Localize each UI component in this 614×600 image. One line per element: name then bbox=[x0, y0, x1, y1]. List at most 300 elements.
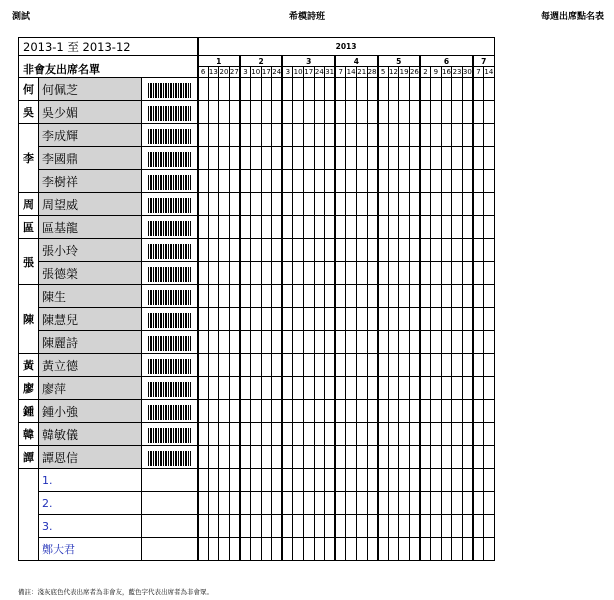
attendance-cell[interactable] bbox=[303, 216, 314, 239]
attendance-cell[interactable] bbox=[367, 538, 378, 561]
attendance-cell[interactable] bbox=[378, 216, 389, 239]
attendance-cell[interactable] bbox=[473, 308, 484, 331]
attendance-cell[interactable] bbox=[378, 446, 389, 469]
attendance-cell[interactable] bbox=[346, 446, 357, 469]
attendance-cell[interactable] bbox=[325, 216, 336, 239]
attendance-cell[interactable] bbox=[388, 78, 399, 101]
attendance-cell[interactable] bbox=[325, 377, 336, 400]
attendance-cell[interactable] bbox=[208, 170, 219, 193]
attendance-cell[interactable] bbox=[335, 492, 346, 515]
attendance-cell[interactable] bbox=[282, 216, 293, 239]
attendance-cell[interactable] bbox=[240, 469, 251, 492]
attendance-cell[interactable] bbox=[335, 78, 346, 101]
attendance-cell[interactable] bbox=[462, 377, 473, 400]
attendance-cell[interactable] bbox=[219, 170, 230, 193]
attendance-cell[interactable] bbox=[399, 262, 410, 285]
attendance-cell[interactable] bbox=[229, 170, 240, 193]
attendance-cell[interactable] bbox=[198, 354, 209, 377]
attendance-cell[interactable] bbox=[452, 285, 463, 308]
attendance-cell[interactable] bbox=[420, 515, 431, 538]
attendance-cell[interactable] bbox=[208, 262, 219, 285]
attendance-cell[interactable] bbox=[452, 331, 463, 354]
attendance-cell[interactable] bbox=[261, 400, 272, 423]
attendance-cell[interactable] bbox=[335, 147, 346, 170]
attendance-cell[interactable] bbox=[346, 170, 357, 193]
attendance-cell[interactable] bbox=[250, 446, 261, 469]
attendance-cell[interactable] bbox=[208, 331, 219, 354]
attendance-cell[interactable] bbox=[325, 239, 336, 262]
attendance-cell[interactable] bbox=[484, 78, 495, 101]
attendance-cell[interactable] bbox=[240, 170, 251, 193]
attendance-cell[interactable] bbox=[261, 515, 272, 538]
attendance-cell[interactable] bbox=[473, 239, 484, 262]
attendance-cell[interactable] bbox=[261, 446, 272, 469]
attendance-cell[interactable] bbox=[431, 124, 442, 147]
attendance-cell[interactable] bbox=[367, 331, 378, 354]
attendance-cell[interactable] bbox=[409, 147, 420, 170]
attendance-cell[interactable] bbox=[367, 262, 378, 285]
attendance-cell[interactable] bbox=[388, 446, 399, 469]
attendance-cell[interactable] bbox=[272, 147, 283, 170]
attendance-cell[interactable] bbox=[431, 400, 442, 423]
attendance-cell[interactable] bbox=[314, 193, 325, 216]
attendance-cell[interactable] bbox=[452, 78, 463, 101]
attendance-cell[interactable] bbox=[388, 377, 399, 400]
attendance-cell[interactable] bbox=[346, 538, 357, 561]
attendance-cell[interactable] bbox=[431, 216, 442, 239]
attendance-cell[interactable] bbox=[303, 285, 314, 308]
attendance-cell[interactable] bbox=[240, 423, 251, 446]
attendance-cell[interactable] bbox=[356, 538, 367, 561]
attendance-cell[interactable] bbox=[240, 515, 251, 538]
attendance-cell[interactable] bbox=[409, 377, 420, 400]
attendance-cell[interactable] bbox=[314, 285, 325, 308]
attendance-cell[interactable] bbox=[293, 515, 304, 538]
attendance-cell[interactable] bbox=[219, 377, 230, 400]
attendance-cell[interactable] bbox=[409, 492, 420, 515]
attendance-cell[interactable] bbox=[367, 423, 378, 446]
attendance-cell[interactable] bbox=[356, 262, 367, 285]
attendance-cell[interactable] bbox=[356, 331, 367, 354]
attendance-cell[interactable] bbox=[282, 193, 293, 216]
attendance-cell[interactable] bbox=[473, 400, 484, 423]
attendance-cell[interactable] bbox=[261, 377, 272, 400]
attendance-cell[interactable] bbox=[303, 170, 314, 193]
attendance-cell[interactable] bbox=[335, 400, 346, 423]
attendance-cell[interactable] bbox=[272, 423, 283, 446]
attendance-cell[interactable] bbox=[272, 124, 283, 147]
attendance-cell[interactable] bbox=[250, 423, 261, 446]
attendance-cell[interactable] bbox=[399, 515, 410, 538]
attendance-cell[interactable] bbox=[431, 354, 442, 377]
attendance-cell[interactable] bbox=[452, 446, 463, 469]
attendance-cell[interactable] bbox=[473, 377, 484, 400]
attendance-cell[interactable] bbox=[229, 285, 240, 308]
attendance-cell[interactable] bbox=[367, 124, 378, 147]
attendance-cell[interactable] bbox=[229, 492, 240, 515]
attendance-cell[interactable] bbox=[473, 124, 484, 147]
attendance-cell[interactable] bbox=[314, 515, 325, 538]
attendance-cell[interactable] bbox=[293, 78, 304, 101]
attendance-cell[interactable] bbox=[335, 239, 346, 262]
attendance-cell[interactable] bbox=[462, 262, 473, 285]
attendance-cell[interactable] bbox=[261, 262, 272, 285]
attendance-cell[interactable] bbox=[462, 308, 473, 331]
attendance-cell[interactable] bbox=[431, 78, 442, 101]
attendance-cell[interactable] bbox=[229, 308, 240, 331]
attendance-cell[interactable] bbox=[219, 308, 230, 331]
attendance-cell[interactable] bbox=[356, 78, 367, 101]
attendance-cell[interactable] bbox=[240, 446, 251, 469]
attendance-cell[interactable] bbox=[272, 538, 283, 561]
attendance-cell[interactable] bbox=[198, 285, 209, 308]
attendance-cell[interactable] bbox=[441, 446, 452, 469]
attendance-cell[interactable] bbox=[399, 331, 410, 354]
attendance-cell[interactable] bbox=[240, 331, 251, 354]
attendance-cell[interactable] bbox=[399, 354, 410, 377]
attendance-cell[interactable] bbox=[303, 331, 314, 354]
attendance-cell[interactable] bbox=[335, 515, 346, 538]
attendance-cell[interactable] bbox=[208, 285, 219, 308]
attendance-cell[interactable] bbox=[272, 492, 283, 515]
attendance-cell[interactable] bbox=[388, 331, 399, 354]
attendance-cell[interactable] bbox=[198, 101, 209, 124]
attendance-cell[interactable] bbox=[314, 400, 325, 423]
attendance-cell[interactable] bbox=[473, 170, 484, 193]
attendance-cell[interactable] bbox=[261, 239, 272, 262]
attendance-cell[interactable] bbox=[198, 469, 209, 492]
attendance-cell[interactable] bbox=[473, 147, 484, 170]
attendance-cell[interactable] bbox=[441, 216, 452, 239]
attendance-cell[interactable] bbox=[420, 216, 431, 239]
attendance-cell[interactable] bbox=[378, 101, 389, 124]
attendance-cell[interactable] bbox=[208, 308, 219, 331]
attendance-cell[interactable] bbox=[314, 239, 325, 262]
attendance-cell[interactable] bbox=[272, 170, 283, 193]
attendance-cell[interactable] bbox=[261, 170, 272, 193]
attendance-cell[interactable] bbox=[282, 170, 293, 193]
attendance-cell[interactable] bbox=[409, 446, 420, 469]
attendance-cell[interactable] bbox=[409, 515, 420, 538]
attendance-cell[interactable] bbox=[484, 331, 495, 354]
attendance-cell[interactable] bbox=[219, 124, 230, 147]
attendance-cell[interactable] bbox=[473, 193, 484, 216]
attendance-cell[interactable] bbox=[409, 308, 420, 331]
attendance-cell[interactable] bbox=[356, 469, 367, 492]
attendance-cell[interactable] bbox=[261, 101, 272, 124]
attendance-cell[interactable] bbox=[293, 170, 304, 193]
attendance-cell[interactable] bbox=[356, 377, 367, 400]
attendance-cell[interactable] bbox=[198, 216, 209, 239]
attendance-cell[interactable] bbox=[388, 124, 399, 147]
attendance-cell[interactable] bbox=[378, 124, 389, 147]
attendance-cell[interactable] bbox=[229, 400, 240, 423]
attendance-cell[interactable] bbox=[198, 492, 209, 515]
attendance-cell[interactable] bbox=[452, 216, 463, 239]
attendance-cell[interactable] bbox=[420, 400, 431, 423]
attendance-cell[interactable] bbox=[325, 515, 336, 538]
attendance-cell[interactable] bbox=[346, 124, 357, 147]
attendance-cell[interactable] bbox=[261, 78, 272, 101]
attendance-cell[interactable] bbox=[473, 515, 484, 538]
attendance-cell[interactable] bbox=[272, 446, 283, 469]
attendance-cell[interactable] bbox=[314, 469, 325, 492]
attendance-cell[interactable] bbox=[282, 377, 293, 400]
attendance-cell[interactable] bbox=[367, 308, 378, 331]
attendance-cell[interactable] bbox=[409, 239, 420, 262]
attendance-cell[interactable] bbox=[473, 423, 484, 446]
attendance-cell[interactable] bbox=[452, 469, 463, 492]
attendance-cell[interactable] bbox=[335, 331, 346, 354]
attendance-cell[interactable] bbox=[250, 147, 261, 170]
attendance-cell[interactable] bbox=[378, 515, 389, 538]
attendance-cell[interactable] bbox=[229, 377, 240, 400]
attendance-cell[interactable] bbox=[388, 262, 399, 285]
attendance-cell[interactable] bbox=[303, 262, 314, 285]
attendance-cell[interactable] bbox=[399, 170, 410, 193]
attendance-cell[interactable] bbox=[484, 354, 495, 377]
attendance-cell[interactable] bbox=[208, 216, 219, 239]
attendance-cell[interactable] bbox=[229, 331, 240, 354]
attendance-cell[interactable] bbox=[462, 354, 473, 377]
attendance-cell[interactable] bbox=[314, 538, 325, 561]
attendance-cell[interactable] bbox=[250, 101, 261, 124]
attendance-cell[interactable] bbox=[272, 377, 283, 400]
attendance-cell[interactable] bbox=[462, 469, 473, 492]
attendance-cell[interactable] bbox=[356, 285, 367, 308]
attendance-cell[interactable] bbox=[272, 193, 283, 216]
attendance-cell[interactable] bbox=[420, 308, 431, 331]
attendance-cell[interactable] bbox=[452, 193, 463, 216]
attendance-cell[interactable] bbox=[388, 423, 399, 446]
attendance-cell[interactable] bbox=[272, 285, 283, 308]
attendance-cell[interactable] bbox=[346, 101, 357, 124]
attendance-cell[interactable] bbox=[325, 285, 336, 308]
attendance-cell[interactable] bbox=[282, 492, 293, 515]
attendance-cell[interactable] bbox=[441, 469, 452, 492]
attendance-cell[interactable] bbox=[431, 492, 442, 515]
attendance-cell[interactable] bbox=[250, 377, 261, 400]
attendance-cell[interactable] bbox=[314, 101, 325, 124]
attendance-cell[interactable] bbox=[484, 492, 495, 515]
attendance-cell[interactable] bbox=[409, 285, 420, 308]
attendance-cell[interactable] bbox=[409, 170, 420, 193]
attendance-cell[interactable] bbox=[208, 124, 219, 147]
attendance-cell[interactable] bbox=[378, 400, 389, 423]
attendance-cell[interactable] bbox=[388, 515, 399, 538]
attendance-cell[interactable] bbox=[240, 216, 251, 239]
attendance-cell[interactable] bbox=[314, 124, 325, 147]
attendance-cell[interactable] bbox=[325, 492, 336, 515]
attendance-cell[interactable] bbox=[409, 101, 420, 124]
attendance-cell[interactable] bbox=[420, 170, 431, 193]
attendance-cell[interactable] bbox=[346, 515, 357, 538]
attendance-cell[interactable] bbox=[325, 400, 336, 423]
attendance-cell[interactable] bbox=[409, 400, 420, 423]
attendance-cell[interactable] bbox=[441, 377, 452, 400]
attendance-cell[interactable] bbox=[356, 170, 367, 193]
attendance-cell[interactable] bbox=[356, 124, 367, 147]
attendance-cell[interactable] bbox=[229, 124, 240, 147]
attendance-cell[interactable] bbox=[420, 331, 431, 354]
attendance-cell[interactable] bbox=[462, 193, 473, 216]
attendance-cell[interactable] bbox=[452, 239, 463, 262]
attendance-cell[interactable] bbox=[420, 193, 431, 216]
attendance-cell[interactable] bbox=[229, 78, 240, 101]
attendance-cell[interactable] bbox=[219, 354, 230, 377]
attendance-cell[interactable] bbox=[303, 354, 314, 377]
attendance-cell[interactable] bbox=[325, 331, 336, 354]
attendance-cell[interactable] bbox=[293, 423, 304, 446]
attendance-cell[interactable] bbox=[378, 285, 389, 308]
attendance-cell[interactable] bbox=[303, 239, 314, 262]
attendance-cell[interactable] bbox=[282, 400, 293, 423]
attendance-cell[interactable] bbox=[388, 216, 399, 239]
attendance-cell[interactable] bbox=[219, 446, 230, 469]
attendance-cell[interactable] bbox=[473, 78, 484, 101]
attendance-cell[interactable] bbox=[335, 262, 346, 285]
attendance-cell[interactable] bbox=[378, 78, 389, 101]
attendance-cell[interactable] bbox=[325, 423, 336, 446]
attendance-cell[interactable] bbox=[484, 101, 495, 124]
attendance-cell[interactable] bbox=[399, 216, 410, 239]
attendance-cell[interactable] bbox=[250, 170, 261, 193]
attendance-cell[interactable] bbox=[261, 492, 272, 515]
attendance-cell[interactable] bbox=[229, 354, 240, 377]
attendance-cell[interactable] bbox=[303, 515, 314, 538]
attendance-cell[interactable] bbox=[240, 193, 251, 216]
attendance-cell[interactable] bbox=[409, 78, 420, 101]
attendance-cell[interactable] bbox=[399, 78, 410, 101]
attendance-cell[interactable] bbox=[346, 400, 357, 423]
attendance-cell[interactable] bbox=[250, 308, 261, 331]
attendance-cell[interactable] bbox=[473, 331, 484, 354]
attendance-cell[interactable] bbox=[198, 193, 209, 216]
attendance-cell[interactable] bbox=[198, 400, 209, 423]
attendance-cell[interactable] bbox=[473, 101, 484, 124]
attendance-cell[interactable] bbox=[441, 400, 452, 423]
attendance-cell[interactable] bbox=[282, 469, 293, 492]
attendance-cell[interactable] bbox=[335, 423, 346, 446]
attendance-cell[interactable] bbox=[484, 239, 495, 262]
attendance-cell[interactable] bbox=[208, 538, 219, 561]
attendance-cell[interactable] bbox=[303, 492, 314, 515]
attendance-cell[interactable] bbox=[240, 354, 251, 377]
attendance-cell[interactable] bbox=[367, 400, 378, 423]
attendance-cell[interactable] bbox=[208, 377, 219, 400]
attendance-cell[interactable] bbox=[367, 239, 378, 262]
attendance-cell[interactable] bbox=[378, 193, 389, 216]
attendance-cell[interactable] bbox=[409, 331, 420, 354]
attendance-cell[interactable] bbox=[219, 538, 230, 561]
attendance-cell[interactable] bbox=[420, 78, 431, 101]
attendance-cell[interactable] bbox=[240, 377, 251, 400]
attendance-cell[interactable] bbox=[261, 147, 272, 170]
attendance-cell[interactable] bbox=[346, 285, 357, 308]
attendance-cell[interactable] bbox=[219, 515, 230, 538]
attendance-cell[interactable] bbox=[335, 377, 346, 400]
attendance-cell[interactable] bbox=[335, 170, 346, 193]
attendance-cell[interactable] bbox=[303, 377, 314, 400]
attendance-cell[interactable] bbox=[484, 147, 495, 170]
attendance-cell[interactable] bbox=[399, 285, 410, 308]
attendance-cell[interactable] bbox=[229, 262, 240, 285]
attendance-cell[interactable] bbox=[473, 446, 484, 469]
attendance-cell[interactable] bbox=[378, 262, 389, 285]
attendance-cell[interactable] bbox=[409, 469, 420, 492]
attendance-cell[interactable] bbox=[356, 101, 367, 124]
attendance-cell[interactable] bbox=[441, 308, 452, 331]
attendance-cell[interactable] bbox=[367, 446, 378, 469]
attendance-cell[interactable] bbox=[399, 400, 410, 423]
attendance-cell[interactable] bbox=[282, 446, 293, 469]
attendance-cell[interactable] bbox=[208, 147, 219, 170]
attendance-cell[interactable] bbox=[452, 538, 463, 561]
attendance-cell[interactable] bbox=[293, 193, 304, 216]
attendance-cell[interactable] bbox=[208, 446, 219, 469]
attendance-cell[interactable] bbox=[303, 423, 314, 446]
attendance-cell[interactable] bbox=[452, 515, 463, 538]
attendance-cell[interactable] bbox=[303, 78, 314, 101]
attendance-cell[interactable] bbox=[272, 216, 283, 239]
attendance-cell[interactable] bbox=[303, 308, 314, 331]
attendance-cell[interactable] bbox=[314, 446, 325, 469]
attendance-cell[interactable] bbox=[229, 538, 240, 561]
attendance-cell[interactable] bbox=[441, 262, 452, 285]
attendance-cell[interactable] bbox=[484, 423, 495, 446]
attendance-cell[interactable] bbox=[198, 78, 209, 101]
attendance-cell[interactable] bbox=[367, 469, 378, 492]
attendance-cell[interactable] bbox=[452, 354, 463, 377]
attendance-cell[interactable] bbox=[484, 400, 495, 423]
attendance-cell[interactable] bbox=[219, 262, 230, 285]
attendance-cell[interactable] bbox=[409, 193, 420, 216]
attendance-cell[interactable] bbox=[388, 469, 399, 492]
attendance-cell[interactable] bbox=[462, 124, 473, 147]
attendance-cell[interactable] bbox=[198, 124, 209, 147]
attendance-cell[interactable] bbox=[378, 331, 389, 354]
attendance-cell[interactable] bbox=[219, 400, 230, 423]
attendance-cell[interactable] bbox=[431, 331, 442, 354]
attendance-cell[interactable] bbox=[462, 170, 473, 193]
attendance-cell[interactable] bbox=[325, 446, 336, 469]
attendance-cell[interactable] bbox=[462, 78, 473, 101]
attendance-cell[interactable] bbox=[282, 78, 293, 101]
attendance-cell[interactable] bbox=[431, 377, 442, 400]
attendance-cell[interactable] bbox=[346, 262, 357, 285]
attendance-cell[interactable] bbox=[240, 285, 251, 308]
attendance-cell[interactable] bbox=[293, 308, 304, 331]
attendance-cell[interactable] bbox=[325, 308, 336, 331]
attendance-cell[interactable] bbox=[250, 492, 261, 515]
attendance-cell[interactable] bbox=[346, 193, 357, 216]
attendance-cell[interactable] bbox=[325, 262, 336, 285]
attendance-cell[interactable] bbox=[219, 216, 230, 239]
attendance-cell[interactable] bbox=[388, 308, 399, 331]
attendance-cell[interactable] bbox=[303, 469, 314, 492]
attendance-cell[interactable] bbox=[314, 147, 325, 170]
attendance-cell[interactable] bbox=[452, 423, 463, 446]
attendance-cell[interactable] bbox=[240, 78, 251, 101]
attendance-cell[interactable] bbox=[367, 170, 378, 193]
attendance-cell[interactable] bbox=[208, 515, 219, 538]
attendance-cell[interactable] bbox=[250, 285, 261, 308]
attendance-cell[interactable] bbox=[325, 101, 336, 124]
attendance-cell[interactable] bbox=[293, 285, 304, 308]
attendance-cell[interactable] bbox=[346, 308, 357, 331]
attendance-cell[interactable] bbox=[219, 285, 230, 308]
attendance-cell[interactable] bbox=[367, 216, 378, 239]
